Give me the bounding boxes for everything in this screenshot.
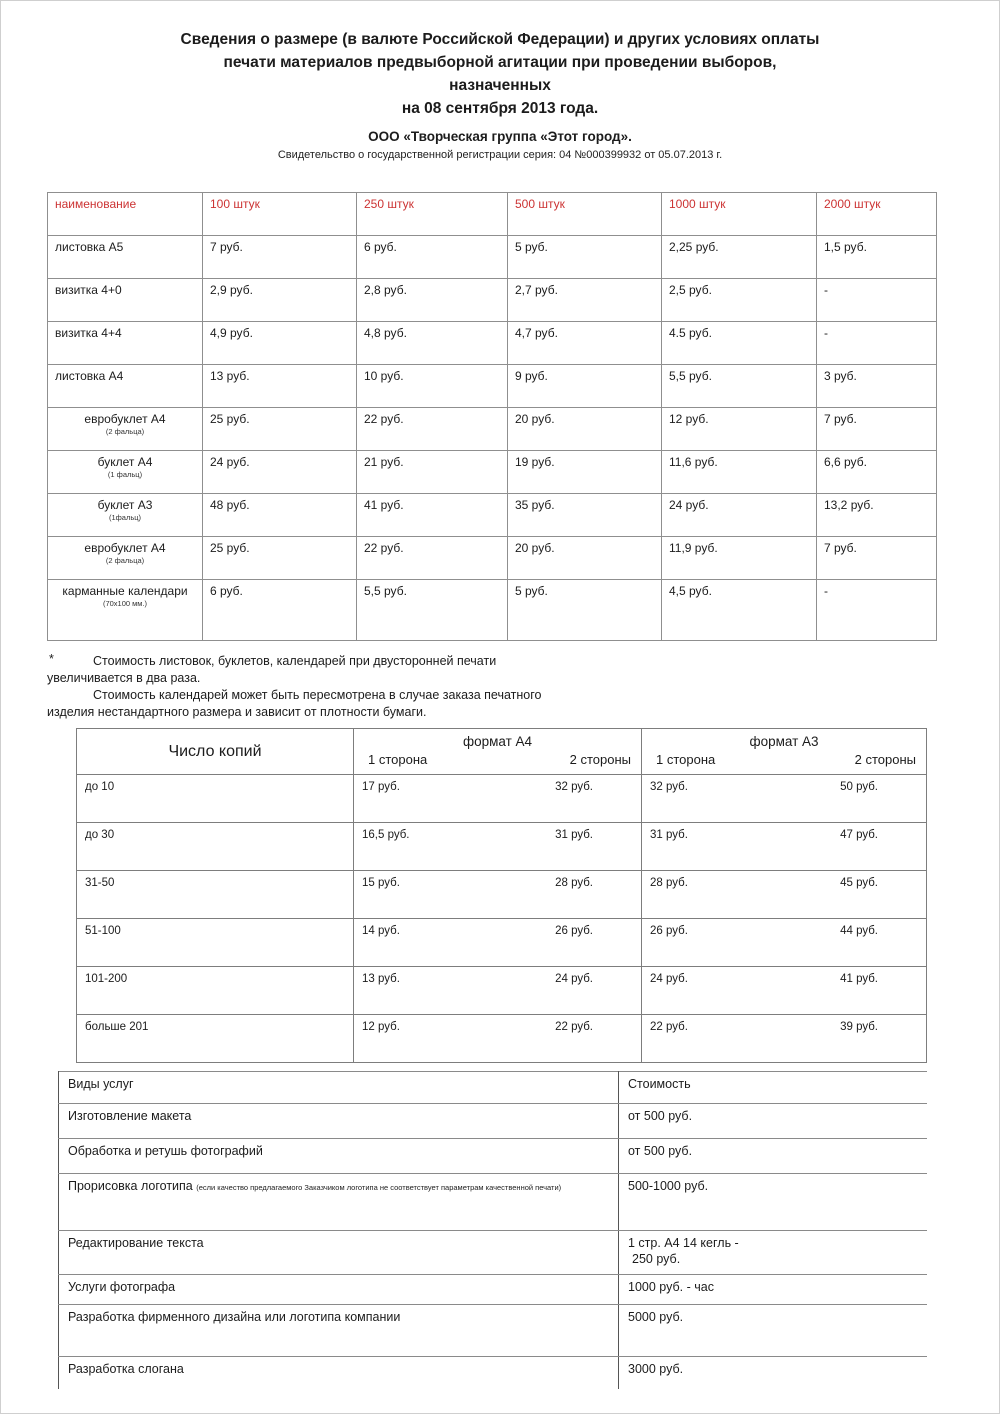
- service-name: Разработка фирменного дизайна или логотипа компании: [68, 1310, 401, 1324]
- copies-range-cell: [77, 967, 354, 1015]
- service-row: [59, 1275, 927, 1305]
- copies-range-label: до 30: [85, 829, 115, 841]
- service-price-line: 5000 руб.: [628, 1310, 684, 1324]
- product-name-cell: [48, 408, 203, 451]
- product-name: евробуклет А4: [84, 412, 166, 426]
- copies-row: [77, 967, 927, 1015]
- product-name-cell: [48, 494, 203, 537]
- price-header-row: [48, 193, 937, 236]
- footnote-1: Стоимость листовок, буклетов, календарей при двусторонней печати увеличивается в два раза.: [47, 654, 497, 685]
- service-price-line: 250 руб.: [632, 1252, 681, 1266]
- product-name-cell: [48, 537, 203, 580]
- copies-table-body: [77, 775, 927, 1063]
- product-subnote: (1 фальц): [107, 470, 143, 479]
- price-value-cell: 22 руб.: [357, 537, 508, 580]
- price-side2: 24 руб.: [555, 973, 593, 985]
- product-name-cell: [48, 365, 203, 408]
- title-line: на 08 сентября 2013 года.: [401, 100, 599, 117]
- price-table: [47, 192, 937, 641]
- price-value-cell: 2,25 руб.: [662, 236, 817, 279]
- price-table-header: [48, 193, 937, 236]
- price-value-cell: 2,8 руб.: [357, 279, 508, 322]
- price-side1: 28 руб.: [650, 877, 688, 889]
- copies-range-cell: [77, 871, 354, 919]
- copies-range-cell: [77, 919, 354, 967]
- a3-prices-cell: [642, 919, 927, 967]
- price-side2: 47 руб.: [840, 829, 878, 841]
- price-side1: 22 руб.: [650, 1021, 688, 1033]
- price-value-cell: 35 руб.: [508, 494, 662, 537]
- service-name-cell: [59, 1305, 619, 1357]
- footnote-2: Стоимость календарей может быть пересмотрена в случае заказа печатного изделия нестандартного размера и зависит от плотности бумаги.: [47, 688, 542, 719]
- copies-range-cell: [77, 1015, 354, 1063]
- price-value-cell: 24 руб.: [662, 494, 817, 537]
- service-price-cell: [619, 1139, 927, 1174]
- format-a4-header: [354, 729, 642, 775]
- service-price-line: от 500 руб.: [628, 1109, 693, 1123]
- service-price-line: 500-1000 руб.: [628, 1179, 709, 1193]
- product-name: буклет А4: [97, 455, 153, 469]
- price-row: [48, 322, 937, 365]
- price-side2: 44 руб.: [840, 925, 878, 937]
- price-side1: 12 руб.: [362, 1021, 400, 1033]
- title-line: назначенных: [449, 77, 551, 94]
- service-name: Прорисовка логотипа: [68, 1179, 197, 1193]
- service-name-cell: [59, 1104, 619, 1139]
- price-value-cell: 13,2 руб.: [817, 494, 937, 537]
- product-name-cell: [48, 580, 203, 641]
- product-name: евробуклет А4: [84, 541, 166, 555]
- a4-prices-cell: [354, 871, 642, 919]
- footnotes: [47, 653, 571, 721]
- service-price-cell: [619, 1357, 927, 1390]
- title-line: Сведения о размере (в валюте Российской Федерации) и других условиях оплаты: [180, 31, 820, 48]
- price-value-cell: 2,5 руб.: [662, 279, 817, 322]
- company-name: ООО «Творческая группа «Этот город».: [368, 129, 632, 144]
- service-name-cell: [59, 1357, 619, 1390]
- service-name-cell: [59, 1231, 619, 1275]
- service-price-cell: [619, 1231, 927, 1275]
- service-subnote: (если качество предлагаемого Заказчиком логотипа не соответствует параметрам качественной печати): [196, 1183, 562, 1192]
- price-column-header: наименование: [48, 193, 203, 236]
- price-side1: 26 руб.: [650, 925, 688, 937]
- price-row: [48, 451, 937, 494]
- product-name-cell: [48, 322, 203, 365]
- price-value-cell: 6 руб.: [203, 580, 357, 641]
- a3-side1-label: 1 сторона: [656, 752, 716, 767]
- price-value-cell: 7 руб.: [203, 236, 357, 279]
- product-name: карманные календари: [62, 584, 188, 598]
- price-value-cell: 4,8 руб.: [357, 322, 508, 365]
- price-row: [48, 408, 937, 451]
- price-value-cell: 2,7 руб.: [508, 279, 662, 322]
- product-name: буклет А3: [97, 498, 153, 512]
- price-side2: 26 руб.: [555, 925, 593, 937]
- service-row: [59, 1357, 927, 1390]
- price-row: [48, 537, 937, 580]
- product-subnote: (70х100 мм.): [102, 599, 148, 608]
- a3-prices-cell: [642, 967, 927, 1015]
- price-row: [48, 580, 937, 641]
- service-name-cell: [59, 1139, 619, 1174]
- page-title: [1, 1, 999, 120]
- price-value-cell: 25 руб.: [203, 537, 357, 580]
- copies-range-cell: [77, 775, 354, 823]
- service-price-line: 3000 руб.: [628, 1362, 684, 1376]
- service-name: Обработка и ретушь фотографий: [68, 1144, 263, 1158]
- footnote-asterisk: *: [49, 652, 54, 666]
- price-side1: 15 руб.: [362, 877, 400, 889]
- price-side1: 14 руб.: [362, 925, 400, 937]
- price-value-cell: 9 руб.: [508, 365, 662, 408]
- price-value-cell: 3 руб.: [817, 365, 937, 408]
- service-name: Услуги фотографа: [68, 1280, 176, 1294]
- price-value-cell: 1,5 руб.: [817, 236, 937, 279]
- service-price-cell: [619, 1275, 927, 1305]
- price-value-cell: 7 руб.: [817, 537, 937, 580]
- price-value-cell: 2,9 руб.: [203, 279, 357, 322]
- price-value-cell: 4,7 руб.: [508, 322, 662, 365]
- service-name-cell: [59, 1174, 619, 1231]
- price-side1: 16,5 руб.: [362, 829, 410, 841]
- service-price-cell: [619, 1174, 927, 1231]
- service-row: [59, 1104, 927, 1139]
- price-value-cell: 4,9 руб.: [203, 322, 357, 365]
- product-subnote: (2 фальца): [105, 427, 145, 436]
- price-value-cell: 41 руб.: [357, 494, 508, 537]
- services-col-header: Виды услуг: [59, 1072, 619, 1104]
- title-line: печати материалов предвыборной агитации при проведении выборов,: [223, 54, 777, 71]
- services-header-row: [59, 1072, 927, 1104]
- product-subnote: (1фальц): [108, 513, 142, 522]
- service-name-cell: [59, 1275, 619, 1305]
- product-name: листовка А5: [55, 240, 124, 254]
- copies-range-label: 101-200: [85, 973, 128, 985]
- price-column-header: 1000 штук: [662, 193, 817, 236]
- price-value-cell: -: [817, 580, 937, 641]
- copies-range-label: 51-100: [85, 925, 121, 937]
- copies-range-label: 31-50: [85, 877, 115, 889]
- copies-table-header-row: [77, 729, 927, 775]
- price-side1: 17 руб.: [362, 781, 400, 793]
- price-value-cell: 48 руб.: [203, 494, 357, 537]
- price-value-cell: 25 руб.: [203, 408, 357, 451]
- price-value-cell: 4,5 руб.: [662, 580, 817, 641]
- price-side1: 24 руб.: [650, 973, 688, 985]
- price-side2: 50 руб.: [840, 781, 878, 793]
- a3-prices-cell: [642, 871, 927, 919]
- price-side1: 13 руб.: [362, 973, 400, 985]
- price-row: [48, 365, 937, 408]
- a4-prices-cell: [354, 919, 642, 967]
- price-table-body: [48, 236, 937, 641]
- copies-row: [77, 1015, 927, 1063]
- copies-row: [77, 823, 927, 871]
- service-row: [59, 1231, 927, 1275]
- price-column-header: 100 штук: [203, 193, 357, 236]
- product-name: листовка А4: [55, 369, 124, 383]
- service-price-cell: [619, 1305, 927, 1357]
- registration-line: Свидетельство о государственной регистрации серия: 04 №000399932 от 05.07.2013 г.: [277, 149, 723, 161]
- service-price-line: от 500 руб.: [628, 1144, 693, 1158]
- price-value-cell: 6,6 руб.: [817, 451, 937, 494]
- copies-col-header: Число копий: [77, 729, 354, 775]
- service-name: Разработка слогана: [68, 1362, 184, 1376]
- price-column-header: 2000 штук: [817, 193, 937, 236]
- services-table-body: [59, 1072, 927, 1390]
- a4-side2-label: 2 стороны: [569, 752, 631, 767]
- product-name-cell: [48, 279, 203, 322]
- price-row: [48, 494, 937, 537]
- price-value-cell: 5,5 руб.: [662, 365, 817, 408]
- price-value-cell: 5 руб.: [508, 580, 662, 641]
- copies-row: [77, 871, 927, 919]
- service-row: [59, 1305, 927, 1357]
- a4-prices-cell: [354, 823, 642, 871]
- copies-range-label: больше 201: [85, 1021, 149, 1033]
- price-value-cell: 22 руб.: [357, 408, 508, 451]
- price-row: [48, 279, 937, 322]
- price-value-cell: 24 руб.: [203, 451, 357, 494]
- a3-side2-label: 2 стороны: [854, 752, 916, 767]
- price-value-cell: 11,9 руб.: [662, 537, 817, 580]
- price-value-cell: -: [817, 322, 937, 365]
- product-name-cell: [48, 236, 203, 279]
- price-value-cell: 19 руб.: [508, 451, 662, 494]
- price-value-cell: 20 руб.: [508, 408, 662, 451]
- price-side2: 45 руб.: [840, 877, 878, 889]
- product-name-cell: [48, 451, 203, 494]
- price-row: [48, 236, 937, 279]
- price-side2: 32 руб.: [555, 781, 593, 793]
- product-name: визитка 4+4: [55, 326, 122, 340]
- price-side2: 39 руб.: [840, 1021, 878, 1033]
- copies-row: [77, 775, 927, 823]
- format-a3-label: формат А3: [749, 734, 819, 749]
- copies-range-label: до 10: [85, 781, 115, 793]
- product-subnote: (2 фальца): [105, 556, 145, 565]
- price-value-cell: 11,6 руб.: [662, 451, 817, 494]
- copies-table: [76, 728, 927, 1063]
- a3-prices-cell: [642, 823, 927, 871]
- service-price-line: 1 стр. А4 14 кегль -: [628, 1236, 739, 1250]
- price-column-header: 250 штук: [357, 193, 508, 236]
- service-row: [59, 1174, 927, 1231]
- service-name: Изготовление макета: [68, 1109, 192, 1123]
- product-name: визитка 4+0: [55, 283, 122, 297]
- price-value-cell: 5 руб.: [508, 236, 662, 279]
- service-price-line: 1000 руб. - час: [628, 1280, 714, 1294]
- a3-prices-cell: [642, 775, 927, 823]
- a4-prices-cell: [354, 775, 642, 823]
- service-row: [59, 1139, 927, 1174]
- price-value-cell: 6 руб.: [357, 236, 508, 279]
- price-side1: 31 руб.: [650, 829, 688, 841]
- price-value-cell: 21 руб.: [357, 451, 508, 494]
- price-value-cell: 12 руб.: [662, 408, 817, 451]
- price-value-cell: 20 руб.: [508, 537, 662, 580]
- price-column-header: 500 штук: [508, 193, 662, 236]
- price-side2: 28 руб.: [555, 877, 593, 889]
- services-table: [58, 1071, 927, 1389]
- format-a3-header: [642, 729, 927, 775]
- format-a4-label: формат А4: [462, 734, 533, 749]
- service-name: Редактирование текста: [68, 1236, 204, 1250]
- price-value-cell: -: [817, 279, 937, 322]
- price-side2: 31 руб.: [555, 829, 593, 841]
- price-side1: 32 руб.: [650, 781, 688, 793]
- copies-row: [77, 919, 927, 967]
- a4-prices-cell: [354, 967, 642, 1015]
- copies-range-cell: [77, 823, 354, 871]
- price-value-cell: 13 руб.: [203, 365, 357, 408]
- a3-prices-cell: [642, 1015, 927, 1063]
- service-price-cell: [619, 1104, 927, 1139]
- price-value-cell: 10 руб.: [357, 365, 508, 408]
- price-value-cell: 5,5 руб.: [357, 580, 508, 641]
- a4-side1-label: 1 сторона: [368, 752, 428, 767]
- price-side2: 22 руб.: [555, 1021, 593, 1033]
- cost-col-header: Стоимость: [619, 1072, 927, 1104]
- price-value-cell: 7 руб.: [817, 408, 937, 451]
- price-side2: 41 руб.: [840, 973, 878, 985]
- a4-prices-cell: [354, 1015, 642, 1063]
- price-value-cell: 4.5 руб.: [662, 322, 817, 365]
